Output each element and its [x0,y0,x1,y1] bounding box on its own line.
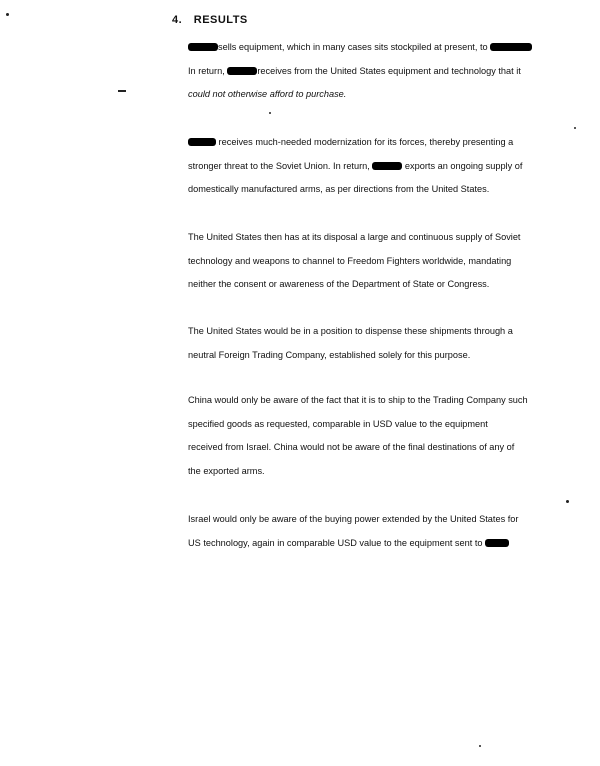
paragraph-line: Israel would only be aware of the buying power extended by the United States for [188,514,519,524]
paragraph-6 [188,508,576,555]
scan-speck [574,127,576,129]
paragraph-line: domestically manufactured arms, as per directions from the United States. [188,184,490,194]
paragraph-1 [188,36,576,107]
paragraph-2 [188,131,576,202]
paragraph-line: stronger threat to the Soviet Union. In return, exports an ongoing supply of [188,160,523,171]
paragraph-line: neutral Foreign Trading Company, established solely for this purpose. [188,349,471,360]
paragraph-line: neither the consent or awareness of the Department of State or Congress. [188,279,490,289]
scan-speck [479,745,481,747]
paragraph-3 [188,226,576,297]
redaction-mark [485,539,509,547]
paragraph-4 [188,320,576,367]
section-title: RESULTS [193,14,248,26]
paragraph-line: could not otherwise afford to purchase. [188,89,347,99]
scan-speck [6,13,9,16]
paragraph-line: the exported arms. [188,465,265,476]
paragraph-line: In return, receives from the United States equipment and technology that it [188,65,521,76]
redaction-mark [372,162,402,170]
paragraph-5 [188,389,576,483]
paragraph-line: US technology, again in comparable USD value to the equipment sent to [188,532,576,556]
redaction-mark [188,138,216,146]
scan-speck [566,500,569,503]
paragraph-line: receives much-needed modernization for its forces, thereby presenting a [188,131,576,155]
redaction-mark [490,43,532,51]
redaction-mark [188,43,218,51]
bleed-through-text [196,2,496,12]
scan-speck [269,112,271,114]
section-number: 4. [172,14,183,26]
paragraph-line: specified goods as requested, comparable in USD value to the equipment [188,418,488,429]
paragraph-line: The United States would be in a position to dispense these shipments through a [188,326,513,336]
margin-mark [118,90,126,92]
section-heading [172,14,248,26]
paragraph-line: sells equipment, which in many cases sits stockpiled at present, to [188,36,576,60]
redaction-mark [227,67,257,75]
paragraph-line: received from Israel. China would not be aware of the final destinations of any of [188,442,515,452]
paragraph-line: China would only be aware of the fact that it is to ship to the Trading Company such [188,395,528,405]
paragraph-line: The United States then has at its disposal a large and continuous supply of Soviet [188,232,521,242]
paragraph-line: technology and weapons to channel to Freedom Fighters worldwide, mandating [188,255,512,266]
